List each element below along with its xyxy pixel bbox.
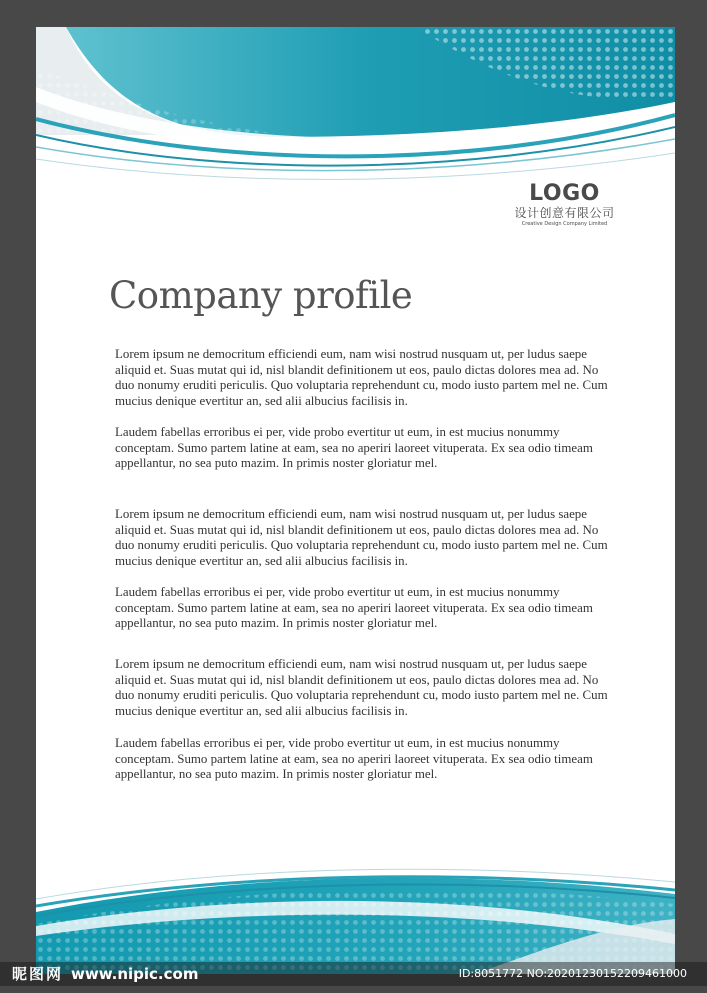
footer-wave-decoration	[36, 864, 675, 974]
body-paragraph: Lorem ipsum ne democritum efficiendi eum, nam wisi nostrud nusquam ut, per ludus saepe aliquid et. Suas mutat qui id, nisl blandit definitionem ut eos, paulo dictas dolores mea ad. No duo nonumy eruditi periculis. Quo voluptaria reprehendunt cu, modo iusto partem mel ne. Cum mucius denique evertitur an, sed alii albucius facilisis in.	[115, 507, 608, 568]
body-paragraph: Laudem fabellas erroribus ei per, vide probo evertitur ut eum, in est mucius nonummy conceptam. Sumo partem latine at eam, sea no aperiri laoreet vituperata. Ex sea odio timeam appellantur, no sea puto mazim. In primis noster gloriatur mel.	[115, 425, 593, 470]
logo-english-name: Creative Design Company Limited	[521, 221, 608, 227]
watermark-site	[12, 962, 198, 986]
logo-chinese-name: 设计创意有限公司	[514, 206, 615, 220]
body-paragraph: Lorem ipsum ne democritum efficiendi eum, nam wisi nostrud nusquam ut, per ludus saepe aliquid et. Suas mutat qui id, nisl blandit definitionem ut eos, paulo dictas dolores mea ad. No duo nonumy eruditi periculis. Quo voluptaria reprehendunt cu, modo iusto partem mel ne. Cum mucius denique evertitur an, sed alii albucius facilisis in.	[115, 657, 608, 718]
body-paragraph: Laudem fabellas erroribus ei per, vide probo evertitur ut eum, in est mucius nonummy conceptam. Sumo partem latine at eam, sea no aperiri laoreet vituperata. Ex sea odio timeam appellantur, no sea puto mazim. In primis noster gloriatur mel.	[115, 736, 593, 781]
logo-mark: LOGO	[529, 181, 600, 206]
watermark-id: ID:8051772 NO:20201230152209461000	[458, 967, 687, 980]
page-title: Company profile	[109, 274, 413, 317]
watermark-bar	[0, 962, 707, 986]
company-logo	[502, 182, 627, 228]
letterhead-page	[36, 27, 675, 974]
header-wave-decoration	[36, 27, 675, 187]
body-paragraph: Lorem ipsum ne democritum efficiendi eum, nam wisi nostrud nusquam ut, per ludus saepe aliquid et. Suas mutat qui id, nisl blandit definitionem ut eos, paulo dictas dolores mea ad. No duo nonumy eruditi periculis. Quo voluptaria reprehendunt cu, modo iusto partem mel ne. Cum mucius denique evertitur an, sed alii albucius facilisis in.	[115, 347, 608, 408]
body-paragraph: Laudem fabellas erroribus ei per, vide probo evertitur ut eum, in est mucius nonummy conceptam. Sumo partem latine at eam, sea no aperiri laoreet vituperata. Ex sea odio timeam appellantur, no sea puto mazim. In primis noster gloriatur mel.	[115, 585, 593, 630]
watermark-site-url: www.nipic.com	[71, 965, 199, 983]
watermark-site-chinese: 昵图网	[12, 965, 64, 983]
